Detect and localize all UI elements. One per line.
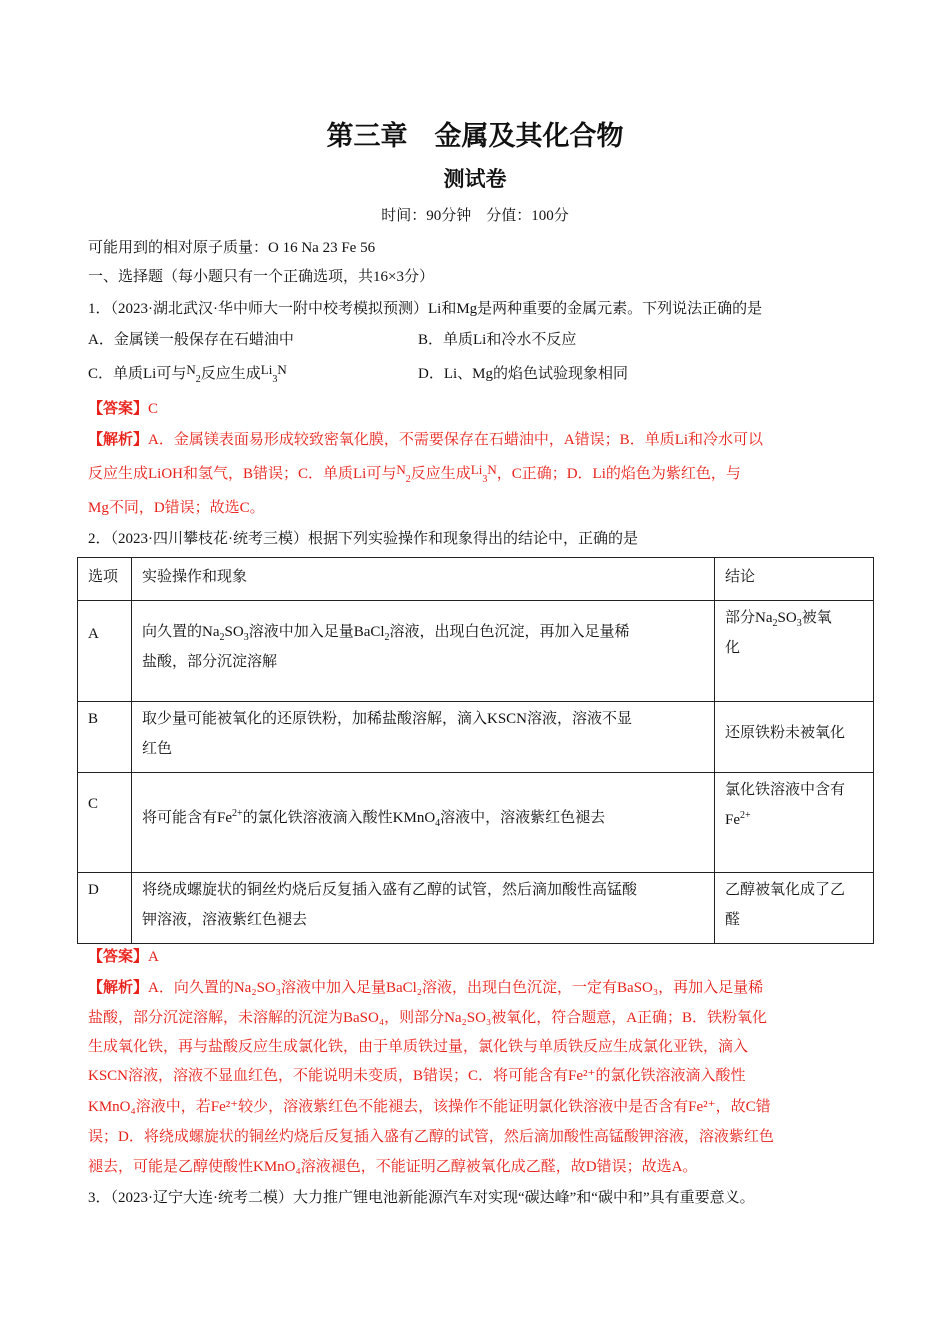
q2-analysis-line-7: 褪去，可能是乙醇使酸性KMnO₄溶液褪色，不能证明乙醇被氧化成乙醛，故D错误；故选A。	[88, 1159, 698, 1175]
row-conclusion: 部分$Na_2SO_3$被氧 化	[725, 610, 832, 656]
page-subtitle: 测试卷	[443, 167, 507, 191]
q2-analysis-line-5: KMnO₄溶液中，若Fe²⁺较少，溶液紫红色不能褪去，该操作不能证明氯化铁溶液中是否含有Fe²⁺，故C错	[88, 1099, 771, 1115]
header-option: 选项	[88, 569, 119, 585]
q2-analysis-line-4: KSCN溶液，溶液不显血红色，不能说明未变质，B错误；C．将可能含有Fe²⁺的氯化铁溶液滴入酸性	[88, 1068, 746, 1084]
table-row	[78, 601, 874, 702]
q1-option-b: B．单质Li和冷水不反应	[418, 332, 577, 348]
row-operation: 取少量可能被氧化的还原铁粉，加稀盐酸溶解，滴入KSCN溶液，溶液不显 红色	[142, 711, 633, 757]
row-operation: 将绕成螺旋状的铜丝灼烧后反复插入盛有乙醇的试管，然后滴加酸性高锰酸 钾溶液，溶液紫红色褪去	[142, 882, 638, 928]
row-operation: 向久置的$Na_2SO_3$溶液中加入足量BaCl$_2$溶液，出现白色沉淀，再加入足量稀 盐酸，部分沉淀溶解	[142, 624, 630, 670]
atomic-mass-note: 可能用到的相对原子质量：O 16 Na 23 Fe 56	[88, 240, 376, 256]
row-option: B	[88, 711, 99, 727]
row-conclusion: 氯化铁溶液中含有 $Fe^{2+}$	[725, 782, 846, 828]
q2-answer: 【答案】A	[88, 949, 159, 965]
q1-answer: 【答案】C	[88, 401, 159, 417]
table-row	[78, 773, 874, 873]
q1-option-a: A．金属镁一般保存在石蜡油中	[88, 332, 294, 348]
q1-analysis-line-1: 【解析】A．金属镁表面易形成较致密氧化膜，不需要保存在石蜡油中，A错误；B．单质Li和冷水可以	[88, 432, 764, 448]
q1-analysis-line-2: 反应生成LiOH和氢气，B错误；C．单质Li可与$N_2$反应生成$Li_3N$，C正确；D．Li的焰色为紫红色，与	[88, 462, 741, 485]
q1-option-d: D．Li、Mg的焰色试验现象相同	[418, 366, 629, 382]
q3-stem: 3．（2023·辽宁大连·统考二模）大力推广锂电池新能源汽车对实现“碳达峰”和“碳中和”具有重要意义。	[88, 1190, 755, 1206]
row-option: C	[88, 796, 99, 812]
exam-meta: 时间：90分钟 分值：100分	[381, 208, 569, 224]
q2-analysis-line-6: 误；D．将绕成螺旋状的铜丝灼烧后反复插入盛有乙醇的试管，然后滴加酸性高锰酸钾溶液，溶液紫红色	[88, 1129, 774, 1145]
q2-analysis-line-2: 盐酸，部分沉淀溶解，未溶解的沉淀为BaSO₄，则部分Na₂SO₃被氧化，符合题意，A正确；B．铁粉氧化	[88, 1010, 768, 1026]
section-heading: 一、选择题（每小题只有一个正确选项，共16×3分）	[88, 269, 434, 285]
row-option: D	[88, 882, 99, 898]
row-operation: 将可能含有$Fe^{2+}$的氯化铁溶液滴入酸性KMnO$_4$溶液中，溶液紫红色褪去	[142, 808, 606, 829]
q2-table	[77, 557, 874, 944]
table-row	[78, 873, 874, 944]
q1-option-c: C．单质Li可与$N_2$反应生成$Li_3N$	[88, 362, 287, 385]
header-operation: 实验操作和现象	[142, 569, 248, 585]
q2-analysis-line-3: 生成氧化铁，再与盐酸反应生成氯化铁，由于单质铁过量，氯化铁与单质铁反应生成氯化亚铁，滴入	[88, 1039, 749, 1055]
row-option: A	[88, 626, 99, 642]
row-conclusion: 还原铁粉未被氧化	[725, 725, 846, 741]
q1-analysis-line-3: Mg不同，D错误；故选C。	[88, 500, 265, 516]
q2-analysis-line-1: 【解析】A．向久置的Na₂SO₃溶液中加入足量BaCl₂溶液，出现白色沉淀，一定有BaSO₃，再加入足量稀	[88, 980, 764, 996]
q1-stem: 1．（2023·湖北武汉·华中师大一附中校考模拟预测）Li和Mg是两种重要的金属元素。下列说法正确的是	[88, 301, 763, 317]
header-conclusion: 结论	[725, 569, 756, 585]
page-title: 第三章 金属及其化合物	[326, 121, 624, 151]
row-conclusion: 乙醇被氧化成了乙 醛	[725, 882, 846, 928]
q2-stem: 2．（2023·四川攀枝花·统考三模）根据下列实验操作和现象得出的结论中，正确的是	[88, 531, 638, 547]
table-row	[78, 702, 874, 773]
table-header-row	[78, 558, 874, 601]
